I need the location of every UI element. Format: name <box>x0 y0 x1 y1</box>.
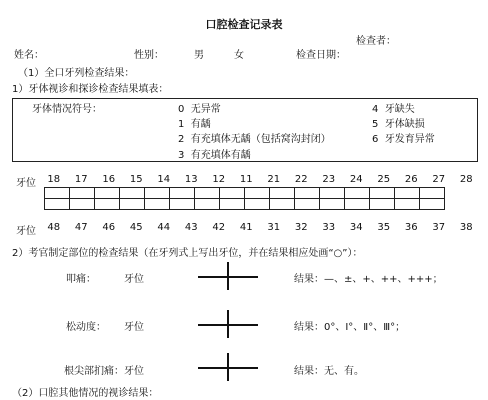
tooth-number: 45 <box>129 222 143 233</box>
gender-label: 性别： <box>134 50 164 61</box>
tooth-cell[interactable] <box>395 199 420 210</box>
lower-grid-row <box>45 199 445 210</box>
tooth-cell[interactable] <box>270 199 295 210</box>
tooth-cell[interactable] <box>245 199 270 210</box>
tooth-number: 32 <box>294 222 308 233</box>
legend-code: 0 <box>178 104 185 115</box>
section1-heading: （1）全口牙列检查结果： <box>18 68 135 79</box>
mobility-result: 结果：0°、Ⅰ°、Ⅱ°、Ⅲ°； <box>294 322 406 333</box>
tooth-cell[interactable] <box>170 199 195 210</box>
tooth-chart-cross <box>227 310 229 338</box>
tooth-number: 23 <box>322 174 336 185</box>
legend-code: 2 <box>178 134 185 145</box>
tooth-number: 11 <box>239 174 253 185</box>
tooth-cell[interactable] <box>195 188 220 199</box>
tooth-cell[interactable] <box>145 199 170 210</box>
tooth-cell[interactable] <box>95 199 120 210</box>
tooth-cell[interactable] <box>45 188 70 199</box>
tooth-cell[interactable] <box>295 199 320 210</box>
tooth-number: 47 <box>74 222 88 233</box>
tooth-cell[interactable] <box>395 188 420 199</box>
tooth-number: 44 <box>157 222 171 233</box>
tooth-cell[interactable] <box>170 188 195 199</box>
section1-subheading: 1）牙体视诊和探诊检查结果填表： <box>12 84 169 95</box>
tooth-cell[interactable] <box>345 188 370 199</box>
tooth-cell[interactable] <box>270 188 295 199</box>
legend-text: 有龋 <box>190 119 211 130</box>
tooth-number: 13 <box>184 174 198 185</box>
tooth-cell[interactable] <box>370 188 395 199</box>
legend-text: 牙缺失 <box>384 104 415 115</box>
tooth-number: 18 <box>47 174 61 185</box>
tooth-number: 33 <box>322 222 336 233</box>
tooth-cell[interactable] <box>45 199 70 210</box>
tooth-cell[interactable] <box>320 199 345 210</box>
tooth-number: 26 <box>404 174 418 185</box>
legend-code: 1 <box>178 119 185 130</box>
tooth-number: 41 <box>239 222 253 233</box>
tooth-cell[interactable] <box>220 188 245 199</box>
tooth-cell[interactable] <box>70 188 95 199</box>
tooth-number: 27 <box>432 174 446 185</box>
tooth-cell[interactable] <box>420 199 445 210</box>
tooth-number: 16 <box>102 174 116 185</box>
tooth-cell[interactable] <box>345 199 370 210</box>
upper-teeth-row <box>40 174 480 185</box>
tooth-number: 43 <box>184 222 198 233</box>
legend-item <box>178 115 211 130</box>
name-label: 姓名： <box>14 50 44 61</box>
legend-item <box>372 130 435 145</box>
tooth-number: 24 <box>349 174 363 185</box>
section2-heading: 2）考官制定部位的检查结果（在牙列式上写出牙位，并在结果相应处画“○”）： <box>12 248 363 259</box>
apical-result: 结果：无、有。 <box>294 366 364 377</box>
legend-code: 6 <box>372 134 379 145</box>
tooth-number: 21 <box>267 174 281 185</box>
lower-teeth-row <box>40 222 480 233</box>
legend-text: 无异常 <box>190 104 221 115</box>
legend-item <box>178 146 251 161</box>
gender-female: 女 <box>234 50 244 61</box>
tooth-number: 31 <box>267 222 281 233</box>
legend-item <box>178 130 331 145</box>
tooth-number: 22 <box>294 174 308 185</box>
tooth-number: 34 <box>349 222 363 233</box>
tooth-number: 15 <box>129 174 143 185</box>
apical-palpation-label: 根尖部扪痛： <box>64 366 124 377</box>
tooth-number: 48 <box>47 222 61 233</box>
tooth-number: 28 <box>459 174 473 185</box>
upper-grid-row <box>45 188 445 199</box>
legend-item <box>372 100 415 115</box>
tooth-cell[interactable] <box>145 188 170 199</box>
tooth-cell[interactable] <box>370 199 395 210</box>
tooth-number: 38 <box>459 222 473 233</box>
tooth-cell[interactable] <box>195 199 220 210</box>
tooth-number: 12 <box>212 174 226 185</box>
tooth-number: 42 <box>212 222 226 233</box>
tooth-chart-cross <box>227 262 229 290</box>
tooth-cell[interactable] <box>295 188 320 199</box>
legend-text: 牙发育异常 <box>384 134 435 145</box>
tooth-number: 35 <box>377 222 391 233</box>
tooth-cell[interactable] <box>420 188 445 199</box>
mobility-tooth-label: 牙位 <box>124 322 144 333</box>
date-label: 检查日期： <box>296 50 346 61</box>
legend-code: 5 <box>372 119 379 130</box>
tooth-cell[interactable] <box>245 188 270 199</box>
tooth-cell[interactable] <box>95 188 120 199</box>
tooth-chart-grid <box>44 187 445 210</box>
tooth-number: 25 <box>377 174 391 185</box>
tooth-cell[interactable] <box>70 199 95 210</box>
tooth-number: 17 <box>74 174 88 185</box>
percussion-result: 结果：—、±、+、++、+++； <box>294 274 443 285</box>
legend-item <box>178 100 221 115</box>
page-title: 口腔检查记录表 <box>205 18 283 31</box>
upper-tooth-label: 牙位 <box>16 178 36 189</box>
examiner-label: 检查者： <box>356 36 396 47</box>
lower-tooth-label: 牙位 <box>16 226 36 237</box>
tooth-cell[interactable] <box>320 188 345 199</box>
tooth-cell[interactable] <box>120 199 145 210</box>
legend-code: 3 <box>178 150 185 161</box>
apical-tooth-label: 牙位 <box>124 366 144 377</box>
legend-title: 牙体情况符号： <box>32 104 102 115</box>
mobility-label: 松动度： <box>66 322 106 333</box>
tooth-chart-cross <box>227 353 229 381</box>
tooth-cell[interactable] <box>120 188 145 199</box>
tooth-cell[interactable] <box>220 199 245 210</box>
percussion-tooth-label: 牙位 <box>124 274 144 285</box>
tooth-number: 36 <box>404 222 418 233</box>
tooth-number: 37 <box>432 222 446 233</box>
legend-text: 牙体缺损 <box>384 119 425 130</box>
legend-code: 4 <box>372 104 379 115</box>
tooth-number: 14 <box>157 174 171 185</box>
section3-heading: （2）口腔其他情况的视诊结果： <box>12 388 159 399</box>
legend-item <box>372 115 425 130</box>
percussion-label: 叩痛： <box>66 274 96 285</box>
tooth-number: 46 <box>102 222 116 233</box>
legend-text: 有充填体无龋（包括窝沟封闭） <box>190 134 331 145</box>
gender-male: 男 <box>194 50 204 61</box>
legend-text: 有充填体有龋 <box>190 150 251 161</box>
